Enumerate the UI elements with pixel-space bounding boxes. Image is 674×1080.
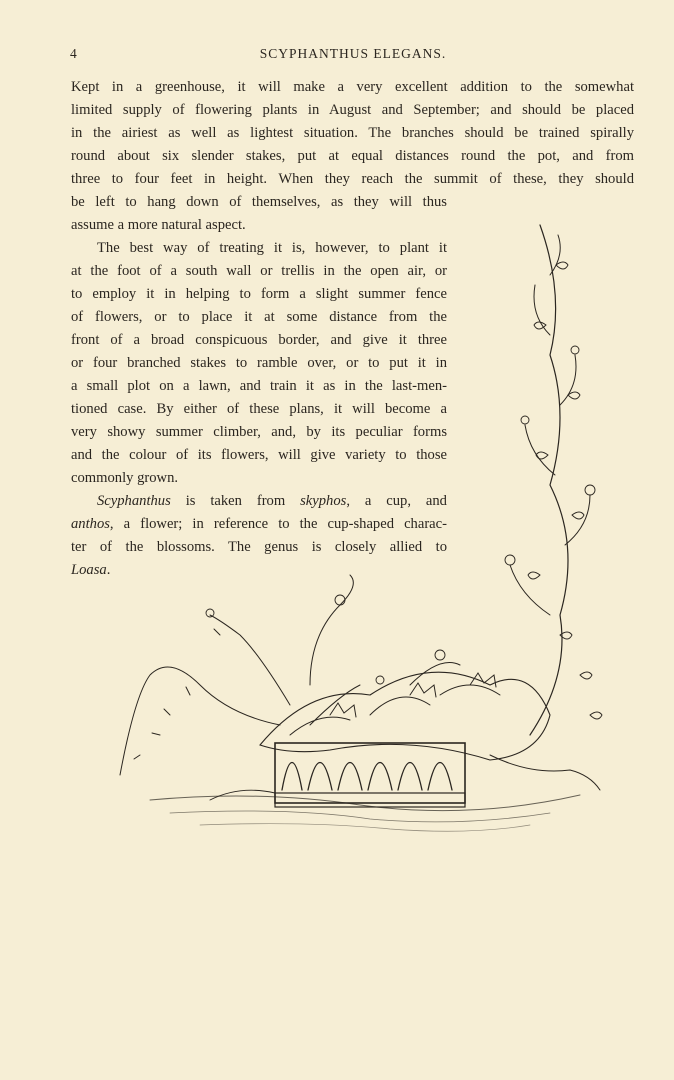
text-line: very showy summer climber, and, by its peculiar forms: [71, 424, 447, 440]
text-line: of flowers, or to place it at some distance from the: [71, 309, 447, 325]
text-line: Kept in a greenhouse, it will make a very excellent addition to the somewhat: [71, 79, 634, 95]
text-run: , a cup, and: [346, 493, 447, 509]
text-line: tioned case. By either of these plans, it will become a: [71, 401, 447, 417]
text-line: The best way of treating it is, however, to plant it: [97, 240, 447, 256]
engraving-drawing: [110, 215, 610, 855]
text-line: assume a more natural aspect.: [71, 217, 246, 233]
text-line: in the airiest as well as lightest situation. The branches should be trained spirally: [71, 125, 634, 141]
greek-word: anthos: [71, 516, 110, 532]
text-line: three to four feet in height. When they reach the summit of these, they should: [71, 171, 634, 187]
text-line: commonly grown.: [71, 470, 179, 486]
greek-word: skyphos: [300, 493, 347, 509]
text-line: be left to hang down of themselves, as they will thus: [71, 194, 447, 210]
paragraph-1: [71, 76, 634, 191]
page-header: [70, 46, 636, 68]
text-run: .: [106, 562, 111, 578]
text-line: round about six slender stakes, put at equal distances round the pot, and from: [71, 148, 634, 164]
text-line: limited supply of flowering plants in August and September; and should be placed: [71, 102, 634, 118]
text-run: is taken from: [170, 493, 301, 509]
running-title: SCYPHANTHUS ELEGANS.: [259, 46, 447, 61]
text-line: at the foot of a south wall or trellis in the open air, or: [71, 263, 447, 279]
genus-name: Loasa: [71, 562, 107, 578]
text-line: a small plot on a lawn, and train it as in the last-men-: [71, 378, 447, 394]
text-line: front of a broad conspicuous border, and give it three: [71, 332, 447, 348]
page-number: 4: [70, 46, 78, 61]
text-line: and the colour of its flowers, will give variety to those: [71, 447, 447, 463]
text-run: , a flower; in reference to the cup-shaped charac-: [109, 516, 447, 532]
plant-engraving: [110, 215, 610, 855]
text-line: ter of the blossoms. The genus is closely allied to: [71, 539, 447, 555]
text-line: to employ it in helping to form a slight summer fence: [71, 286, 447, 302]
text-line: or four branched stakes to ramble over, or to put it in: [71, 355, 447, 371]
genus-name: Scyphanthus: [97, 493, 171, 509]
